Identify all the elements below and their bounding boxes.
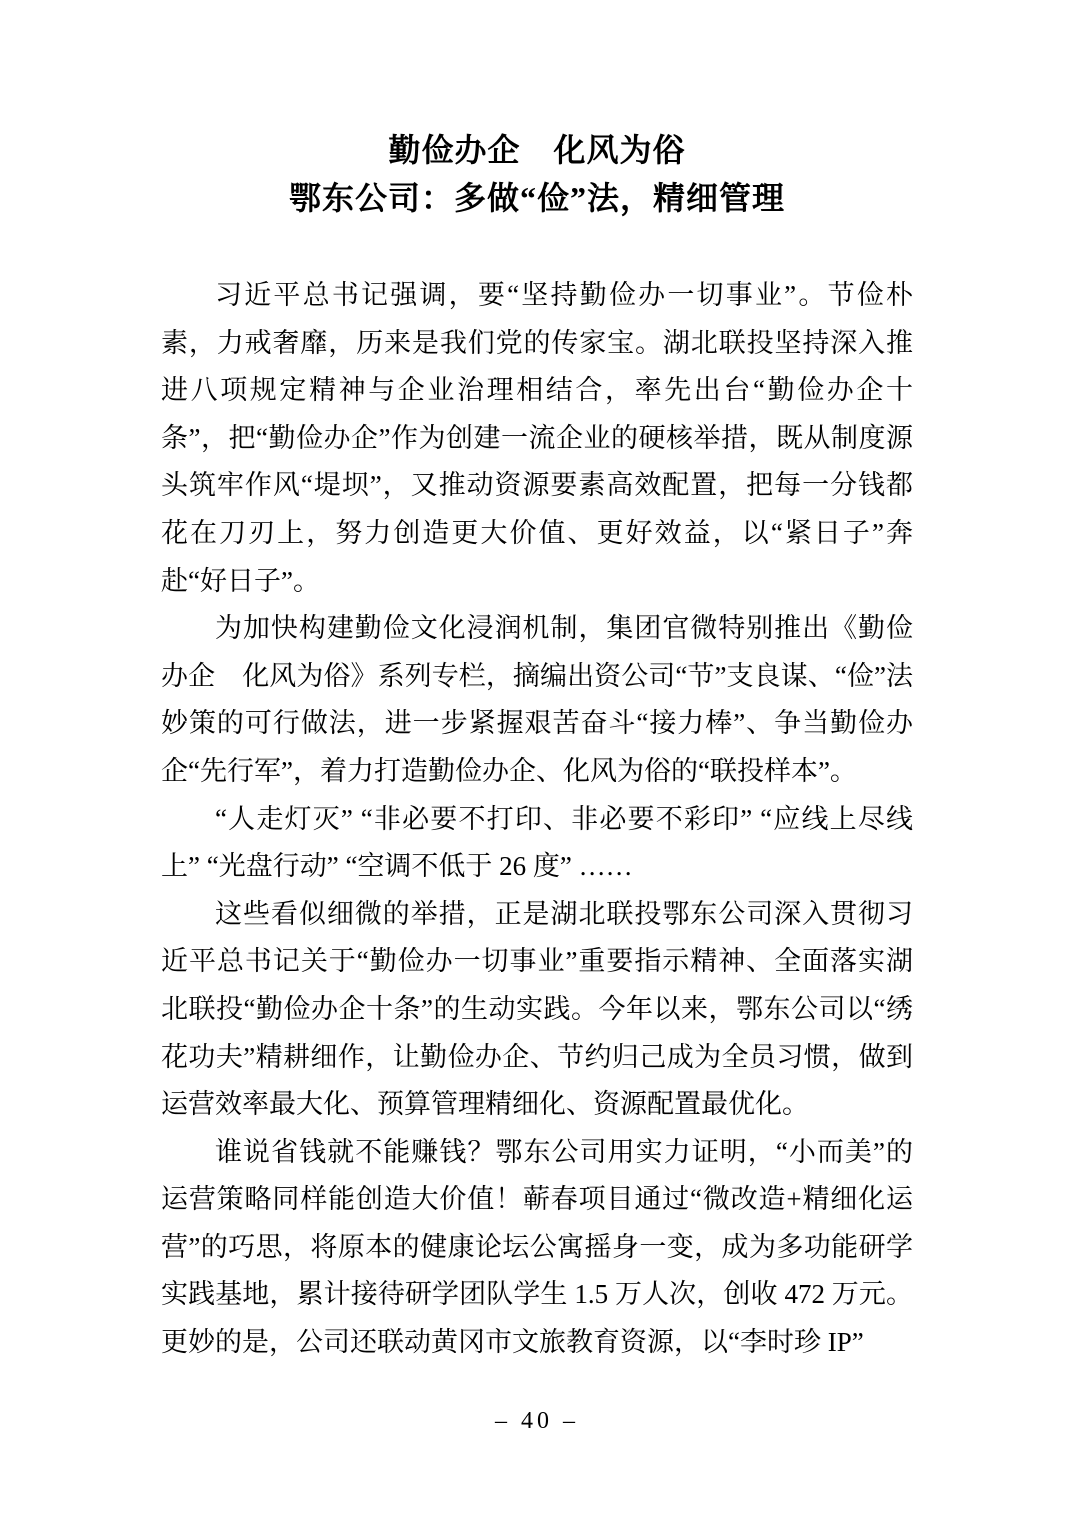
paragraph: “人走灯灭” “非必要不打印、非必要不彩印” “应线上尽线上” “光盘行动” “空调不低于 26 度” ……: [161, 803, 913, 882]
paragraph: 谁说省钱就不能赚钱？鄂东公司用实力证明，“小而美”的运营策略同样能创造大价值！蕲春项目通过“微改造+精细化运营”的巧思，将原本的健康论坛公寓摇身一变，成为多功能研学实践基地，累计接待研学团队学生 1.5 万人次，创收 472 万元。更妙的是，公司还联动黄冈市文旅教育资源，以“李时珍 IP”: [161, 1136, 913, 1358]
page-number: – 40 –: [495, 1408, 579, 1434]
document-title: [0, 126, 1074, 222]
paragraph: 这些看似细微的举措，正是湖北联投鄂东公司深入贯彻习近平总书记关于“勤俭办一切事业”重要指示精神、全面落实湖北联投“勤俭办企十条”的生动实践。今年以来，鄂东公司以“绣花功夫”精耕细作，让勤俭办企、节约归己成为全员习惯，做到运营效率最大化、预算管理精细化、资源配置最优化。: [161, 898, 913, 1120]
document-title-line-1: 勤俭办企 化风为俗: [388, 132, 686, 168]
paragraph: 为加快构建勤俭文化浸润机制，集团官微特别推出《勤俭办企 化风为俗》系列专栏，摘编出资公司“节”支良谋、“俭”法妙策的可行做法，进一步紧握艰苦奋斗“接力棒”、争当勤俭办企“先行军”，着力打造勤俭办企、化风为俗的“联投样本”。: [161, 613, 913, 786]
document-body: [161, 272, 913, 1367]
paragraph: 习近平总书记强调，要“坚持勤俭办一切事业”。节俭朴素，力戒奢靡，历来是我们党的传家宝。湖北联投坚持深入推进八项规定精神与企业治理相结合，率先出台“勤俭办企十条”，把“勤俭办企”作为创建一流企业的硬核举措，既从制度源头筑牢作风“堤坝”，又推动资源要素高效配置，把每一分钱都花在刀刃上，努力创造更大价值、更好效益，以“紧日子”奔赴“好日子”。: [161, 280, 913, 596]
document-title-line-2: 鄂东公司：多做“俭”法，精细管理: [288, 180, 785, 216]
